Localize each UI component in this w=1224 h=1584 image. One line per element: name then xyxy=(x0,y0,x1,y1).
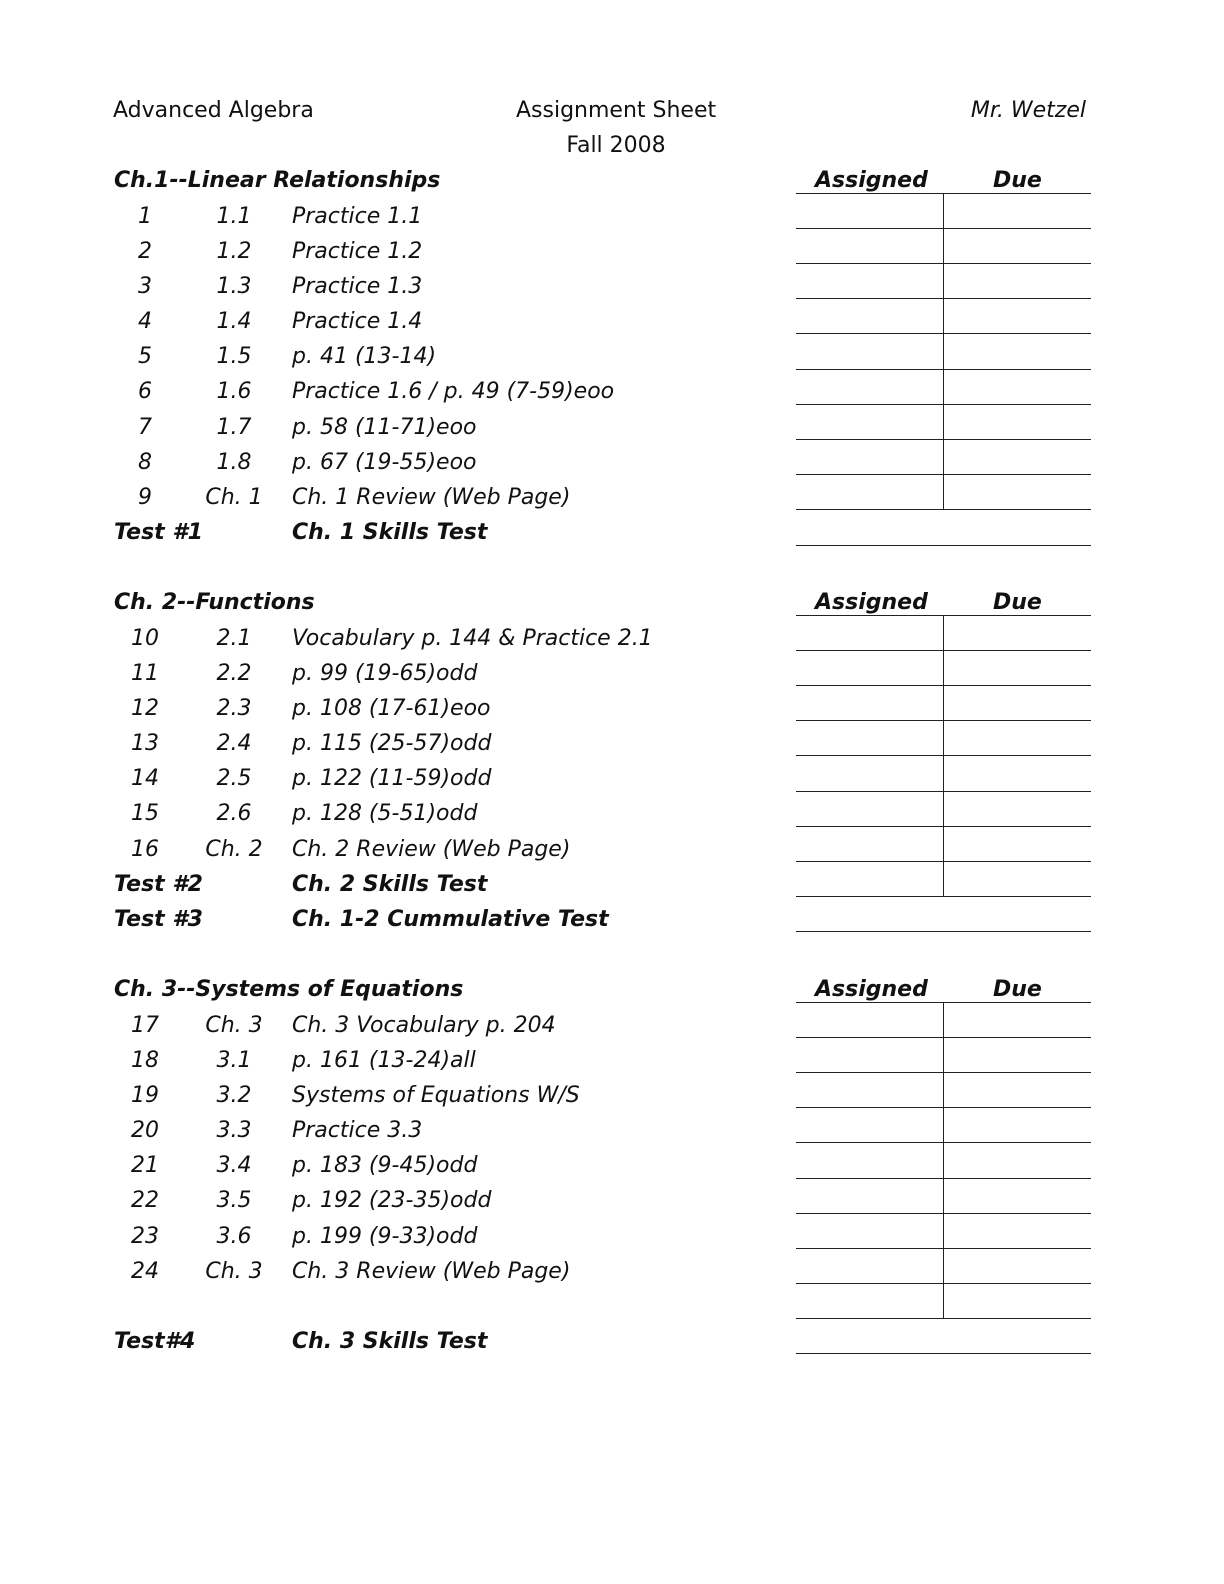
row-number: 9 xyxy=(138,485,152,510)
row-number: 14 xyxy=(131,766,159,791)
row-assignment: Practice 3.3 xyxy=(292,1118,423,1143)
row-assignment: Ch. 3 Vocabulary p. 204 xyxy=(292,1013,556,1038)
row-section: Ch. 2 xyxy=(205,837,263,862)
row-section: 2.3 xyxy=(216,696,252,721)
test-label: Test#4 xyxy=(114,1329,196,1354)
row-number: 12 xyxy=(131,696,159,721)
row-number: 7 xyxy=(138,415,152,440)
row-assignment: Ch. 3 Review (Web Page) xyxy=(292,1259,571,1284)
row-number: 23 xyxy=(131,1224,159,1249)
row-assignment: p. 183 (9-45)odd xyxy=(292,1153,478,1178)
row-section: 2.5 xyxy=(216,766,252,791)
row-number: 2 xyxy=(138,239,152,264)
row-section: 3.5 xyxy=(216,1188,252,1213)
test-description: Ch. 2 Skills Test xyxy=(292,872,488,897)
row-number: 3 xyxy=(138,274,152,299)
row-section: 3.4 xyxy=(216,1153,252,1178)
page-title: Assignment Sheet xyxy=(516,98,717,123)
row-section: 3.1 xyxy=(216,1048,252,1073)
row-assignment: p. 115 (25-57)odd xyxy=(292,731,492,756)
row-section: Ch. 1 xyxy=(205,485,263,510)
section-title-ch3: Ch. 3--Systems of Equations xyxy=(114,977,464,1002)
row-number: 13 xyxy=(131,731,159,756)
row-assignment: p. 192 (23-35)odd xyxy=(292,1188,492,1213)
entry-line xyxy=(796,896,1091,897)
row-section: 1.2 xyxy=(216,239,252,264)
section-title-ch2: Ch. 2--Functions xyxy=(114,590,315,615)
row-section: 1.8 xyxy=(216,450,252,475)
row-number: 10 xyxy=(131,626,159,651)
row-number: 20 xyxy=(131,1118,159,1143)
row-section: 1.6 xyxy=(216,379,252,404)
entry-line xyxy=(796,1318,1091,1319)
row-section: Ch. 3 xyxy=(205,1013,263,1038)
row-assignment: Systems of Equations W/S xyxy=(292,1083,580,1108)
entry-line xyxy=(796,509,1091,510)
course-name: Advanced Algebra xyxy=(113,98,314,123)
row-assignment: Practice 1.6 / p. 49 (7-59)eoo xyxy=(292,379,615,404)
row-number: 4 xyxy=(138,309,152,334)
row-section: 2.6 xyxy=(216,801,252,826)
row-assignment: p. 122 (11-59)odd xyxy=(292,766,492,791)
term: Fall 2008 xyxy=(566,133,666,158)
row-assignment: p. 67 (19-55)eoo xyxy=(292,450,477,475)
due-column-header: Due xyxy=(993,590,1042,615)
test-entry-line xyxy=(796,931,1091,932)
row-section: 1.7 xyxy=(216,415,252,440)
row-number: 8 xyxy=(138,450,152,475)
row-assignment: p. 108 (17-61)eoo xyxy=(292,696,491,721)
due-column-header: Due xyxy=(993,168,1042,193)
row-section: 3.6 xyxy=(216,1224,252,1249)
row-number: 16 xyxy=(131,837,159,862)
test-description: Ch. 3 Skills Test xyxy=(292,1329,488,1354)
row-section: 1.3 xyxy=(216,274,252,299)
row-section: 2.4 xyxy=(216,731,252,756)
row-number: 21 xyxy=(131,1153,159,1178)
assigned-column-header: Assigned xyxy=(815,168,928,193)
test-label: Test #3 xyxy=(114,907,203,932)
row-assignment: p. 41 (13-14) xyxy=(292,344,437,369)
row-section: 1.4 xyxy=(216,309,252,334)
row-section: 1.5 xyxy=(216,344,252,369)
row-section: 2.2 xyxy=(216,661,252,686)
assigned-column-header: Assigned xyxy=(815,590,928,615)
row-assignment: p. 161 (13-24)all xyxy=(292,1048,476,1073)
row-assignment: p. 128 (5-51)odd xyxy=(292,801,478,826)
row-assignment: p. 199 (9-33)odd xyxy=(292,1224,478,1249)
row-section: 3.3 xyxy=(216,1118,252,1143)
row-section: 1.1 xyxy=(216,204,252,229)
row-number: 15 xyxy=(131,801,159,826)
column-divider-line xyxy=(943,615,944,896)
row-assignment: Practice 1.4 xyxy=(292,309,423,334)
test-label: Test #2 xyxy=(114,872,203,897)
row-assignment: p. 99 (19-65)odd xyxy=(292,661,478,686)
row-section: Ch. 3 xyxy=(205,1259,263,1284)
row-assignment: Ch. 1 Review (Web Page) xyxy=(292,485,571,510)
section-title-ch1: Ch.1--Linear Relationships xyxy=(114,168,441,193)
assigned-column-header: Assigned xyxy=(815,977,928,1002)
row-assignment: Practice 1.1 xyxy=(292,204,423,229)
row-number: 19 xyxy=(131,1083,159,1108)
column-divider-line xyxy=(943,193,944,509)
column-divider-line xyxy=(943,1002,944,1318)
teacher-name: Mr. Wetzel xyxy=(970,98,1086,123)
test-description: Ch. 1 Skills Test xyxy=(292,520,488,545)
row-assignment: Vocabulary p. 144 & Practice 2.1 xyxy=(292,626,653,651)
row-assignment: Ch. 2 Review (Web Page) xyxy=(292,837,571,862)
row-section: 3.2 xyxy=(216,1083,252,1108)
test-entry-line xyxy=(796,1353,1091,1354)
row-number: 11 xyxy=(131,661,159,686)
row-assignment: Practice 1.2 xyxy=(292,239,423,264)
row-number: 1 xyxy=(138,204,152,229)
due-column-header: Due xyxy=(993,977,1042,1002)
row-number: 6 xyxy=(138,379,152,404)
row-number: 17 xyxy=(131,1013,159,1038)
row-assignment: p. 58 (11-71)eoo xyxy=(292,415,477,440)
row-section: 2.1 xyxy=(216,626,252,651)
row-assignment: Practice 1.3 xyxy=(292,274,423,299)
row-number: 18 xyxy=(131,1048,159,1073)
test-description: Ch. 1-2 Cummulative Test xyxy=(292,907,609,932)
test-label: Test #1 xyxy=(114,520,203,545)
row-number: 22 xyxy=(131,1188,159,1213)
row-number: 24 xyxy=(131,1259,159,1284)
test-entry-line xyxy=(796,545,1091,546)
row-number: 5 xyxy=(138,344,152,369)
